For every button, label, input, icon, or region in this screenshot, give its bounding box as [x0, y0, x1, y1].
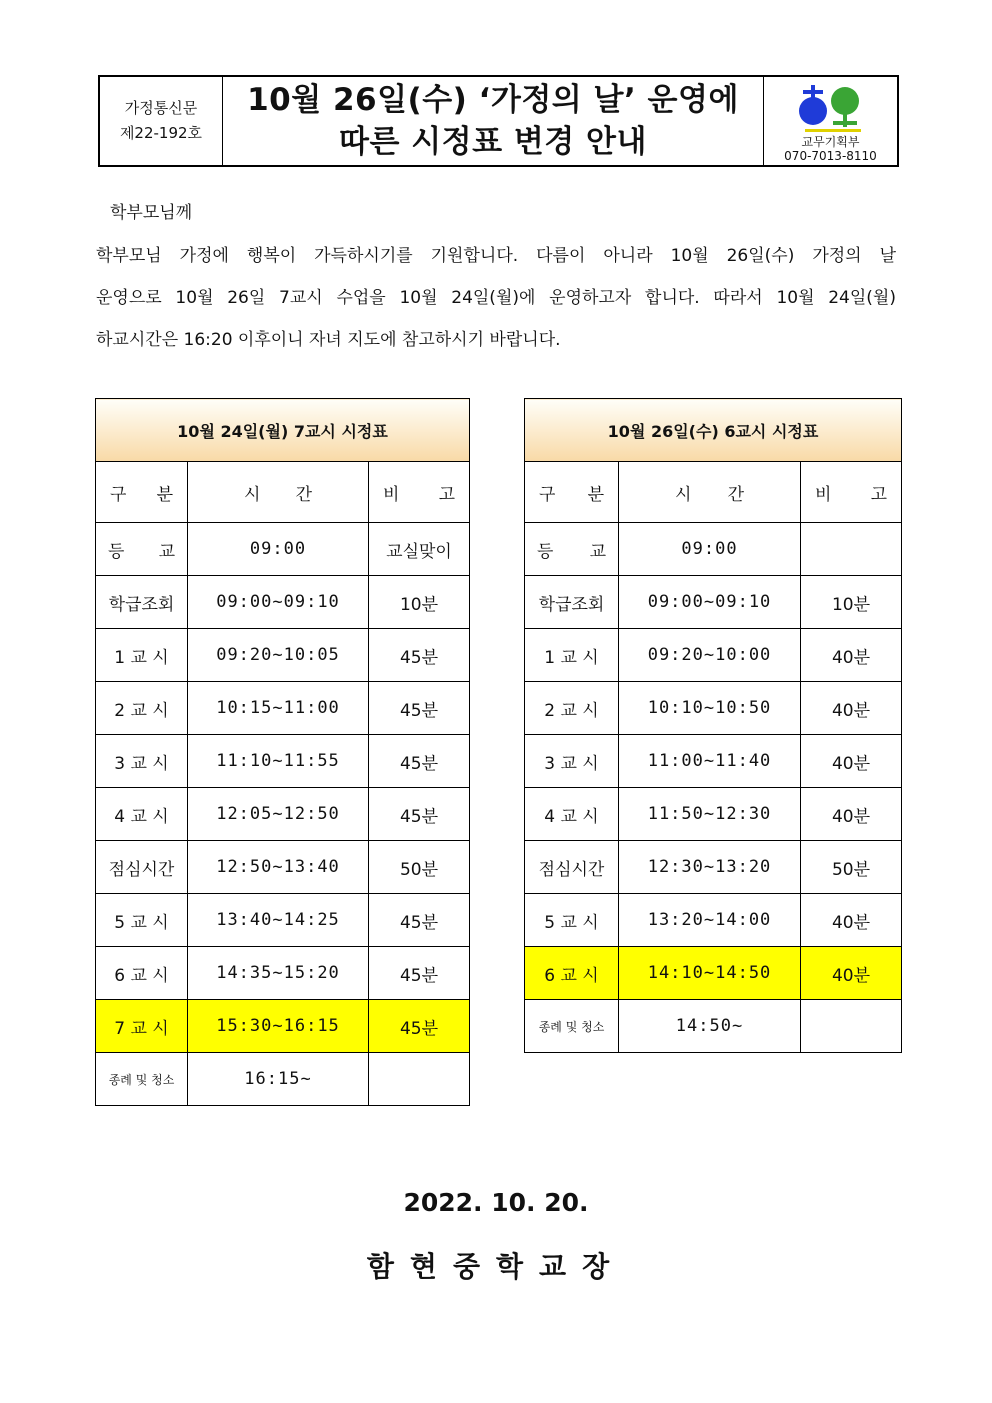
cell-note: 45분	[369, 1000, 470, 1053]
body-line-3: 하교시간은 16:20 이후이니 자녀 지도에 참고하시기 바랍니다.	[96, 330, 561, 350]
cell-category: 5 교 시	[96, 894, 188, 947]
table-row	[96, 947, 470, 1000]
cell-category: 7 교 시	[96, 1000, 188, 1053]
cell-note: 10분	[801, 576, 902, 629]
cell-note: 45분	[369, 894, 470, 947]
col-header-category: 구 분	[96, 462, 188, 523]
cell-category: 점심시간	[96, 841, 188, 894]
cell-note: 40분	[801, 682, 902, 735]
cell-time: 12:30~13:20	[619, 841, 801, 894]
table-row	[525, 788, 902, 841]
table-caption: 10월 24일(월) 7교시 시정표	[96, 399, 470, 462]
table-row	[96, 523, 470, 576]
doc-number: 제22-192호	[119, 124, 203, 142]
dept-info	[763, 77, 897, 165]
cell-note: 40분	[801, 894, 902, 947]
table-row	[525, 947, 902, 1000]
table-row	[525, 841, 902, 894]
cell-note: 50분	[369, 841, 470, 894]
cell-category: 4 교 시	[525, 788, 619, 841]
table-body	[96, 523, 470, 1106]
notice-body	[96, 235, 896, 361]
cell-category: 점심시간	[525, 841, 619, 894]
cell-category: 2 교 시	[525, 682, 619, 735]
cell-note: 50분	[801, 841, 902, 894]
table-row	[525, 576, 902, 629]
cell-note: 40분	[801, 947, 902, 1000]
cell-time: 09:00	[619, 523, 801, 576]
cell-category: 6 교 시	[96, 947, 188, 1000]
cell-time: 16:15~	[188, 1053, 369, 1106]
cell-category: 3 교 시	[96, 735, 188, 788]
cell-note	[801, 523, 902, 576]
table-row	[96, 735, 470, 788]
cell-note: 40분	[801, 735, 902, 788]
cell-category: 4 교 시	[96, 788, 188, 841]
cell-time: 14:35~15:20	[188, 947, 369, 1000]
cell-time: 11:10~11:55	[188, 735, 369, 788]
cell-category: 등 교	[96, 523, 188, 576]
cell-time: 10:15~11:00	[188, 682, 369, 735]
col-header-time: 시 간	[619, 462, 801, 523]
cell-note: 40분	[801, 629, 902, 682]
table-row	[96, 682, 470, 735]
cell-time: 09:20~10:00	[619, 629, 801, 682]
cell-category: 6 교 시	[525, 947, 619, 1000]
cell-category: 5 교 시	[525, 894, 619, 947]
table-row	[96, 1000, 470, 1053]
table-row	[96, 841, 470, 894]
cell-note: 45분	[369, 629, 470, 682]
cell-note: 10분	[369, 576, 470, 629]
body-line-2: 운영으로 10월 26일 7교시 수업을 10월 24일(월)에 운영하고자 합니다. 따라서 10월 24일(월)	[96, 288, 896, 308]
title-line-2: 따른 시정표 변경 안내	[339, 124, 647, 160]
title-line-1: 10월 26일(수) ‘가정의 날’ 운영에	[247, 82, 739, 118]
table-row	[96, 629, 470, 682]
table-row	[525, 629, 902, 682]
cell-time: 09:00~09:10	[188, 576, 369, 629]
cell-note	[369, 1053, 470, 1106]
cell-category: 학급조회	[96, 576, 188, 629]
cell-category: 3 교 시	[525, 735, 619, 788]
col-header-note: 비 고	[801, 462, 902, 523]
table-body	[525, 523, 902, 1053]
issue-date: 2022. 10. 20.	[403, 1188, 589, 1217]
dept-name: 교무기획부	[801, 135, 860, 149]
table-row	[525, 735, 902, 788]
table-row	[525, 523, 902, 576]
cell-time: 13:20~14:00	[619, 894, 801, 947]
schedule-table-mon	[95, 398, 470, 1106]
cell-time: 09:00	[188, 523, 369, 576]
cell-note: 45분	[369, 735, 470, 788]
school-logo-icon	[795, 81, 867, 135]
cell-time: 13:40~14:25	[188, 894, 369, 947]
cell-time: 12:05~12:50	[188, 788, 369, 841]
body-line-1: 학부모님 가정에 행복이 가득하시기를 기원합니다. 다름이 아니라 10월 26일(수) 가정의 날	[96, 246, 896, 266]
notice-header	[98, 75, 899, 167]
cell-note	[801, 1000, 902, 1053]
doc-info	[100, 77, 223, 165]
cell-note: 45분	[369, 682, 470, 735]
doc-type: 가정통신문	[124, 99, 198, 117]
cell-time: 14:10~14:50	[619, 947, 801, 1000]
cell-time: 09:20~10:05	[188, 629, 369, 682]
cell-note: 45분	[369, 788, 470, 841]
cell-time: 14:50~	[619, 1000, 801, 1053]
cell-category: 2 교 시	[96, 682, 188, 735]
cell-category: 1 교 시	[96, 629, 188, 682]
table-row	[525, 682, 902, 735]
page-title	[223, 77, 763, 165]
col-header-category: 구 분	[525, 462, 619, 523]
cell-note: 45분	[369, 947, 470, 1000]
table-row	[96, 788, 470, 841]
cell-note: 교실맞이	[369, 523, 470, 576]
cell-category: 학급조회	[525, 576, 619, 629]
cell-time: 11:00~11:40	[619, 735, 801, 788]
table-row	[525, 1000, 902, 1053]
cell-time: 12:50~13:40	[188, 841, 369, 894]
table-caption: 10월 26일(수) 6교시 시정표	[525, 399, 902, 462]
cell-category: 종례 및 청소	[96, 1053, 188, 1106]
table-row	[96, 894, 470, 947]
cell-time: 15:30~16:15	[188, 1000, 369, 1053]
dept-phone: 070-7013-8110	[784, 149, 877, 163]
cell-time: 09:00~09:10	[619, 576, 801, 629]
table-row	[96, 1053, 470, 1106]
cell-category: 1 교 시	[525, 629, 619, 682]
col-header-note: 비 고	[369, 462, 470, 523]
greeting: 학부모님께	[110, 203, 193, 223]
col-header-time: 시 간	[188, 462, 369, 523]
table-row	[96, 576, 470, 629]
cell-note: 40분	[801, 788, 902, 841]
schedule-table-wed	[524, 398, 902, 1053]
cell-time: 10:10~10:50	[619, 682, 801, 735]
signature: 함현중학교장	[366, 1250, 626, 1283]
cell-category: 종례 및 청소	[525, 1000, 619, 1053]
cell-time: 11:50~12:30	[619, 788, 801, 841]
table-row	[525, 894, 902, 947]
cell-category: 등 교	[525, 523, 619, 576]
